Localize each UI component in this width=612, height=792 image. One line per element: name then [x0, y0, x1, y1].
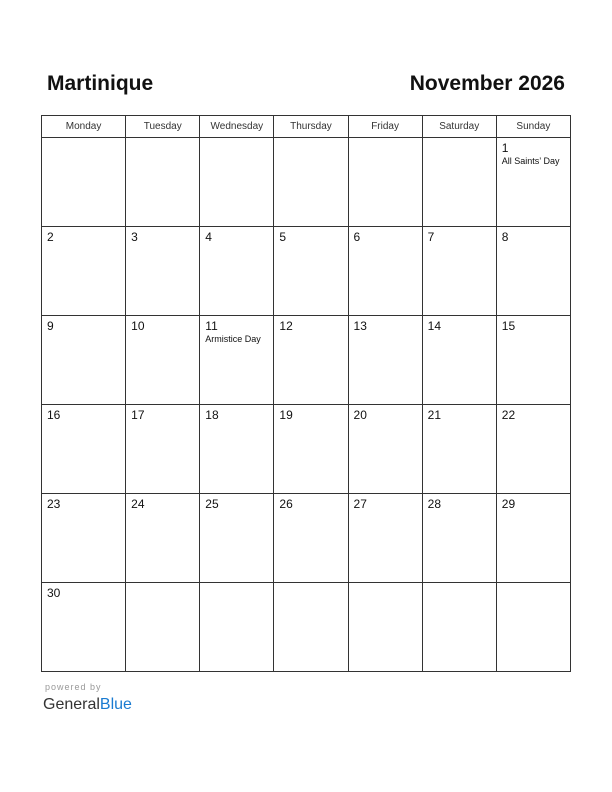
- day-number: 9: [47, 319, 54, 333]
- day-cell: [126, 316, 200, 405]
- day-number: 2: [47, 230, 54, 244]
- day-number: 30: [47, 586, 61, 600]
- day-cell: [422, 227, 496, 316]
- day-number: 27: [353, 497, 367, 511]
- day-cell: [348, 227, 422, 316]
- holiday-label: [126, 511, 199, 512]
- day-number: 7: [427, 230, 435, 244]
- day-number: 5: [279, 230, 287, 244]
- holiday-label: [42, 244, 125, 245]
- holiday-label: [126, 333, 199, 334]
- day-number: 16: [47, 408, 61, 422]
- day-cell: [274, 405, 348, 494]
- week-row: [42, 494, 571, 583]
- brand-blue-text: Blue: [99, 696, 132, 713]
- holiday-label: [349, 333, 422, 334]
- week-row: [42, 405, 571, 494]
- weekday-friday: Friday: [348, 116, 422, 138]
- day-cell: [42, 494, 126, 583]
- holiday-label: All Saints’ Day: [501, 156, 560, 166]
- holiday-label: [497, 511, 570, 512]
- weekday-monday: Monday: [42, 116, 126, 138]
- day-cell: [348, 494, 422, 583]
- day-cell: [274, 316, 348, 405]
- holiday-label: [42, 600, 125, 601]
- day-number: 13: [353, 319, 367, 333]
- holiday-label: [126, 244, 199, 245]
- holiday-label: [126, 141, 199, 142]
- week-row: [42, 583, 571, 672]
- weekday-thursday: Thursday: [274, 116, 348, 138]
- day-cell: [42, 405, 126, 494]
- holiday-label: [349, 244, 422, 245]
- holiday-label: [274, 422, 347, 423]
- holiday-label: [274, 586, 347, 587]
- holiday-label: [423, 511, 496, 512]
- day-cell: [200, 494, 274, 583]
- generalblue-logo[interactable]: [43, 695, 132, 715]
- day-cell: [42, 138, 126, 227]
- holiday-label: [497, 586, 570, 587]
- holiday-label: [497, 333, 570, 334]
- day-number: 6: [353, 230, 361, 244]
- holiday-label: [423, 333, 496, 334]
- holiday-label: [274, 244, 347, 245]
- day-cell: [42, 227, 126, 316]
- week-row: [42, 227, 571, 316]
- day-number: 3: [131, 230, 138, 244]
- day-cell: [496, 583, 570, 672]
- day-number: 17: [131, 408, 145, 422]
- week-row: [42, 138, 571, 227]
- holiday-label: [423, 586, 496, 587]
- footer-branding: [43, 682, 132, 715]
- day-cell: [200, 405, 274, 494]
- day-number: 11: [205, 319, 218, 333]
- day-number: 23: [47, 497, 61, 511]
- holiday-label: [349, 511, 422, 512]
- day-cell: [42, 316, 126, 405]
- weekday-tuesday: Tuesday: [126, 116, 200, 138]
- powered-by-text: powered by: [45, 682, 102, 692]
- holiday-label: [126, 422, 199, 423]
- day-number: 14: [427, 319, 442, 333]
- day-cell: [348, 583, 422, 672]
- holiday-label: [497, 422, 570, 423]
- day-cell: [200, 316, 274, 405]
- day-cell: [126, 583, 200, 672]
- holiday-label: [274, 141, 347, 142]
- day-number: 15: [501, 319, 516, 333]
- day-cell: [348, 316, 422, 405]
- holiday-label: [349, 422, 422, 423]
- holiday-label: [42, 141, 125, 142]
- holiday-label: [423, 244, 496, 245]
- day-number: 29: [501, 497, 516, 511]
- weekday-header-row: [42, 116, 571, 138]
- day-cell: [42, 583, 126, 672]
- day-cell: [274, 227, 348, 316]
- day-cell: [274, 138, 348, 227]
- holiday-label: Armistice Day: [205, 334, 261, 344]
- holiday-label: [274, 333, 347, 334]
- day-number: 10: [131, 319, 145, 333]
- calendar-grid: [41, 115, 571, 672]
- holiday-label: [497, 244, 570, 245]
- day-cell: [126, 494, 200, 583]
- day-number: 26: [279, 497, 293, 511]
- holiday-label: [200, 141, 273, 142]
- day-number: 24: [131, 497, 145, 511]
- weekday-sunday: Sunday: [496, 116, 570, 138]
- month-year-title: November 2026: [409, 72, 565, 95]
- day-cell: [200, 138, 274, 227]
- holiday-label: [349, 141, 422, 142]
- holiday-label: [200, 511, 273, 512]
- day-cell: [496, 494, 570, 583]
- day-cell: [422, 583, 496, 672]
- day-number: 22: [501, 408, 516, 422]
- day-cell: [496, 405, 570, 494]
- day-cell: [274, 583, 348, 672]
- day-cell: [126, 405, 200, 494]
- day-cell: [348, 138, 422, 227]
- calendar-header: [41, 70, 571, 100]
- day-cell: [126, 138, 200, 227]
- holiday-label: [200, 244, 273, 245]
- day-cell: [126, 227, 200, 316]
- holiday-label: [126, 586, 199, 587]
- day-number: 25: [205, 497, 219, 511]
- day-number: 20: [353, 408, 367, 422]
- day-number: 28: [427, 497, 442, 511]
- holiday-label: [274, 511, 347, 512]
- week-row: [42, 316, 571, 405]
- day-cell: [496, 227, 570, 316]
- holiday-label: [423, 141, 496, 142]
- holiday-label: [200, 586, 273, 587]
- day-number: 1: [501, 141, 509, 155]
- day-cell: [200, 227, 274, 316]
- weekday-saturday: Saturday: [422, 116, 496, 138]
- day-number: 12: [279, 319, 293, 333]
- brand-general-text: General: [43, 696, 100, 713]
- day-number: 19: [279, 408, 293, 422]
- day-number: 18: [205, 408, 219, 422]
- region-title: Martinique: [47, 72, 154, 95]
- holiday-label: [349, 586, 422, 587]
- day-cell: [422, 494, 496, 583]
- day-cell: [348, 405, 422, 494]
- day-cell: [422, 405, 496, 494]
- holiday-label: [423, 422, 496, 423]
- day-cell: [200, 583, 274, 672]
- day-number: 21: [427, 408, 442, 422]
- holiday-label: [42, 422, 125, 423]
- day-cell: [422, 138, 496, 227]
- holiday-label: [200, 422, 273, 423]
- day-cell: [496, 316, 570, 405]
- day-number: 8: [501, 230, 509, 244]
- weekday-wednesday: Wednesday: [200, 116, 274, 138]
- holiday-label: [42, 333, 125, 334]
- day-cell: [496, 138, 570, 227]
- day-number: 4: [205, 230, 212, 244]
- holiday-label: [42, 511, 125, 512]
- day-cell: [422, 316, 496, 405]
- day-cell: [274, 494, 348, 583]
